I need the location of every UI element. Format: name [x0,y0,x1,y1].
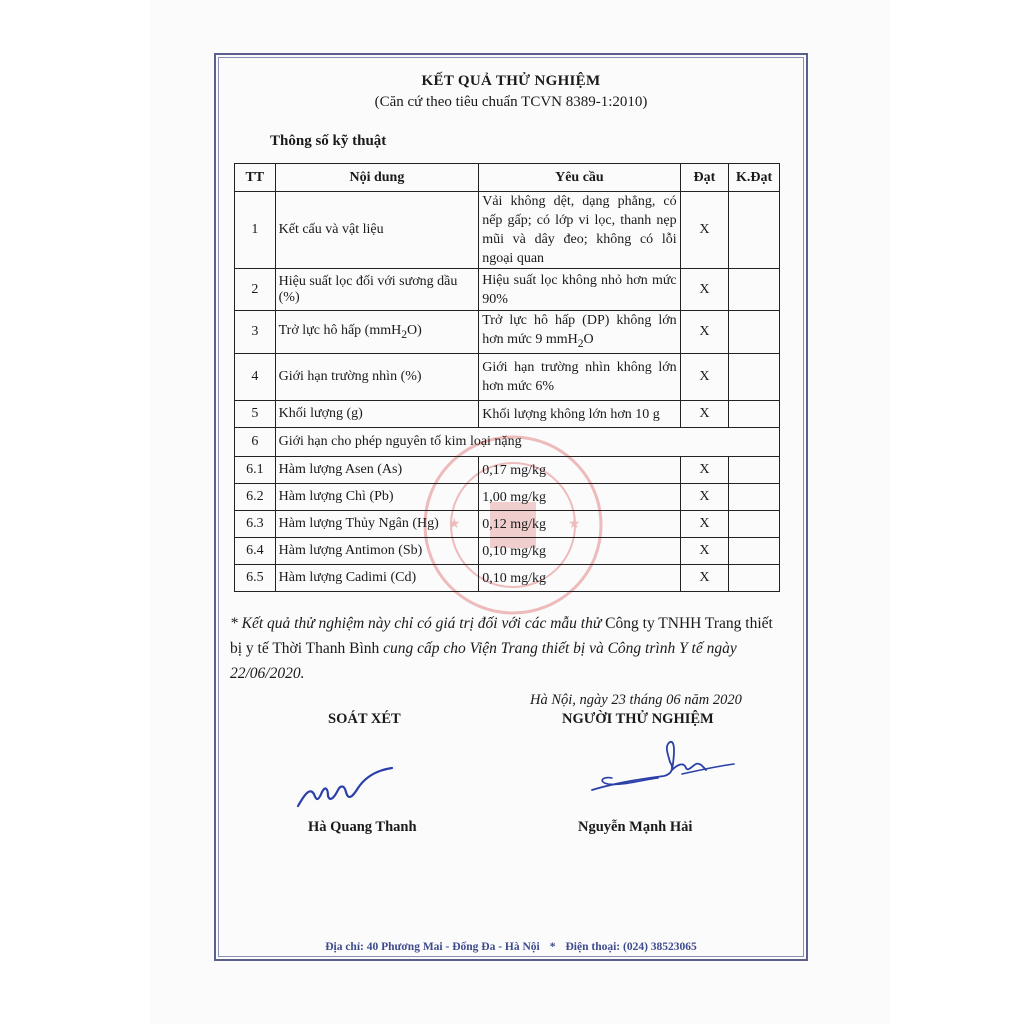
document-title: KẾT QUẢ THỬ NGHIỆM [421,73,601,89]
header-content: Nội dung [275,164,479,192]
results-table [234,163,780,592]
row-content: Hàm lượng Chì (Pb) [275,484,479,511]
footer-phone: Điện thoại: (024) 38523065 [565,941,697,953]
table-row-group-heading [235,428,780,457]
footer-separator: * [549,941,556,953]
note-company: Công ty TNHH Trang thiết bị y tế Thời Thanh Bình [230,615,773,657]
row-pass-mark: X [680,192,729,269]
table-row [235,565,780,592]
row-fail-mark [729,311,780,354]
table-row [235,484,780,511]
row-content: Giới hạn trường nhìn (%) [275,354,479,401]
table-header-row [235,164,780,192]
row-content: Hàm lượng Thủy Ngân (Hg) [275,511,479,538]
row-requirement: Khối lượng không lớn hơn 10 g [479,401,680,428]
section-heading: Thông số kỹ thuật [270,133,387,149]
row-content: Giới hạn cho phép nguyên tố kim loại nặng [275,428,779,457]
row-pass-mark: X [680,511,729,538]
header-requirement: Yêu cầu [479,164,680,192]
row-tt: 6.3 [235,511,276,538]
row-fail-mark [729,401,780,428]
note-italic-part-1: * Kết quả thử nghiệm này chỉ có giá trị đối với các mẫu thử [230,615,602,632]
row-fail-mark [729,269,780,311]
header-fail: K.Đạt [729,164,780,192]
row-fail-mark [729,565,780,592]
row-requirement [479,311,680,354]
row-content: Hiệu suất lọc đối với sương dầu (%) [275,269,479,311]
note-italic-part-2: cung cấp cho Viện Trang thiết bị và Công trình Y tế ngày 22/06/2020. [230,640,737,682]
row-pass-mark: X [680,565,729,592]
row-requirement: 1,00 mg/kg [479,484,680,511]
row-content-text: Trở lực hô hấp (mmH [278,323,402,339]
row-requirement: 0,17 mg/kg [479,457,680,484]
footer-contact [218,941,804,953]
reviewer-title: SOÁT XÉT [328,711,401,727]
subscript-2: 2 [577,336,584,350]
row-pass-mark: X [680,354,729,401]
row-tt: 6.1 [235,457,276,484]
row-requirement: 0,12 mg/kg [479,511,680,538]
svg-text:★: ★ [448,517,461,532]
row-requirement: Hiệu suất lọc không nhỏ hơn mức 90% [479,269,680,311]
table-row [235,354,780,401]
row-content: Kết cấu và vật liệu [275,192,479,269]
header-pass: Đạt [680,164,729,192]
place-date: Hà Nội, ngày 23 tháng 06 năm 2020 [530,692,742,708]
row-tt: 4 [235,354,276,401]
row-tt: 3 [235,311,276,354]
tester-title: NGƯỜI THỬ NGHIỆM [562,711,714,727]
row-content: Khối lượng (g) [275,401,479,428]
row-content-text-end: O) [407,323,422,339]
table-row [235,269,780,311]
tester-signature [588,738,738,800]
row-requirement: 0,10 mg/kg [479,538,680,565]
footer-address: Địa chỉ: 40 Phương Mai - Đống Đa - Hà Nội [325,941,540,953]
document-subtitle: (Căn cứ theo tiêu chuẩn TCVN 8389-1:2010) [374,94,648,110]
reviewer-signature [292,762,402,812]
row-tt: 2 [235,269,276,311]
row-fail-mark [729,192,780,269]
header-tt: TT [235,164,276,192]
row-pass-mark: X [680,538,729,565]
row-pass-mark: X [680,401,729,428]
row-requirement: Giới hạn trường nhìn không lớn hơn mức 6% [479,354,680,401]
row-pass-mark: X [680,311,729,354]
table-row [235,457,780,484]
table-row [235,311,780,354]
table-row [235,192,780,269]
row-fail-mark [729,457,780,484]
validity-note [230,611,786,686]
row-requirement: 0,10 mg/kg [479,565,680,592]
table-row [235,538,780,565]
row-content: Hàm lượng Antimon (Sb) [275,538,479,565]
row-requirement-text: Trở lực hô hấp (DP) không lớn hơn mức 9 mmH [482,313,677,348]
row-tt: 6 [235,428,276,457]
row-tt: 6.4 [235,538,276,565]
tester-name: Nguyễn Mạnh Hải [578,819,693,835]
row-tt: 1 [235,192,276,269]
row-requirement-text-end: O [583,332,594,348]
row-fail-mark [729,538,780,565]
row-requirement: Vải không dệt, dạng phẳng, có nếp gấp; có lớp vi lọc, thanh nẹp mũi và dây đeo; không có lỗi ngoại quan [479,192,680,269]
subscript-2: 2 [401,327,408,341]
row-pass-mark: X [680,457,729,484]
row-content: Hàm lượng Cadimi (Cd) [275,565,479,592]
row-tt: 6.5 [235,565,276,592]
row-pass-mark: X [680,484,729,511]
row-content: Hàm lượng Asen (As) [275,457,479,484]
row-fail-mark [729,354,780,401]
row-tt: 6.2 [235,484,276,511]
row-fail-mark [729,511,780,538]
row-pass-mark: X [680,269,729,311]
row-content [275,311,479,354]
svg-text:★: ★ [568,517,581,532]
row-tt: 5 [235,401,276,428]
reviewer-name: Hà Quang Thanh [308,819,417,835]
table-row [235,401,780,428]
table-row [235,511,780,538]
row-fail-mark [729,484,780,511]
